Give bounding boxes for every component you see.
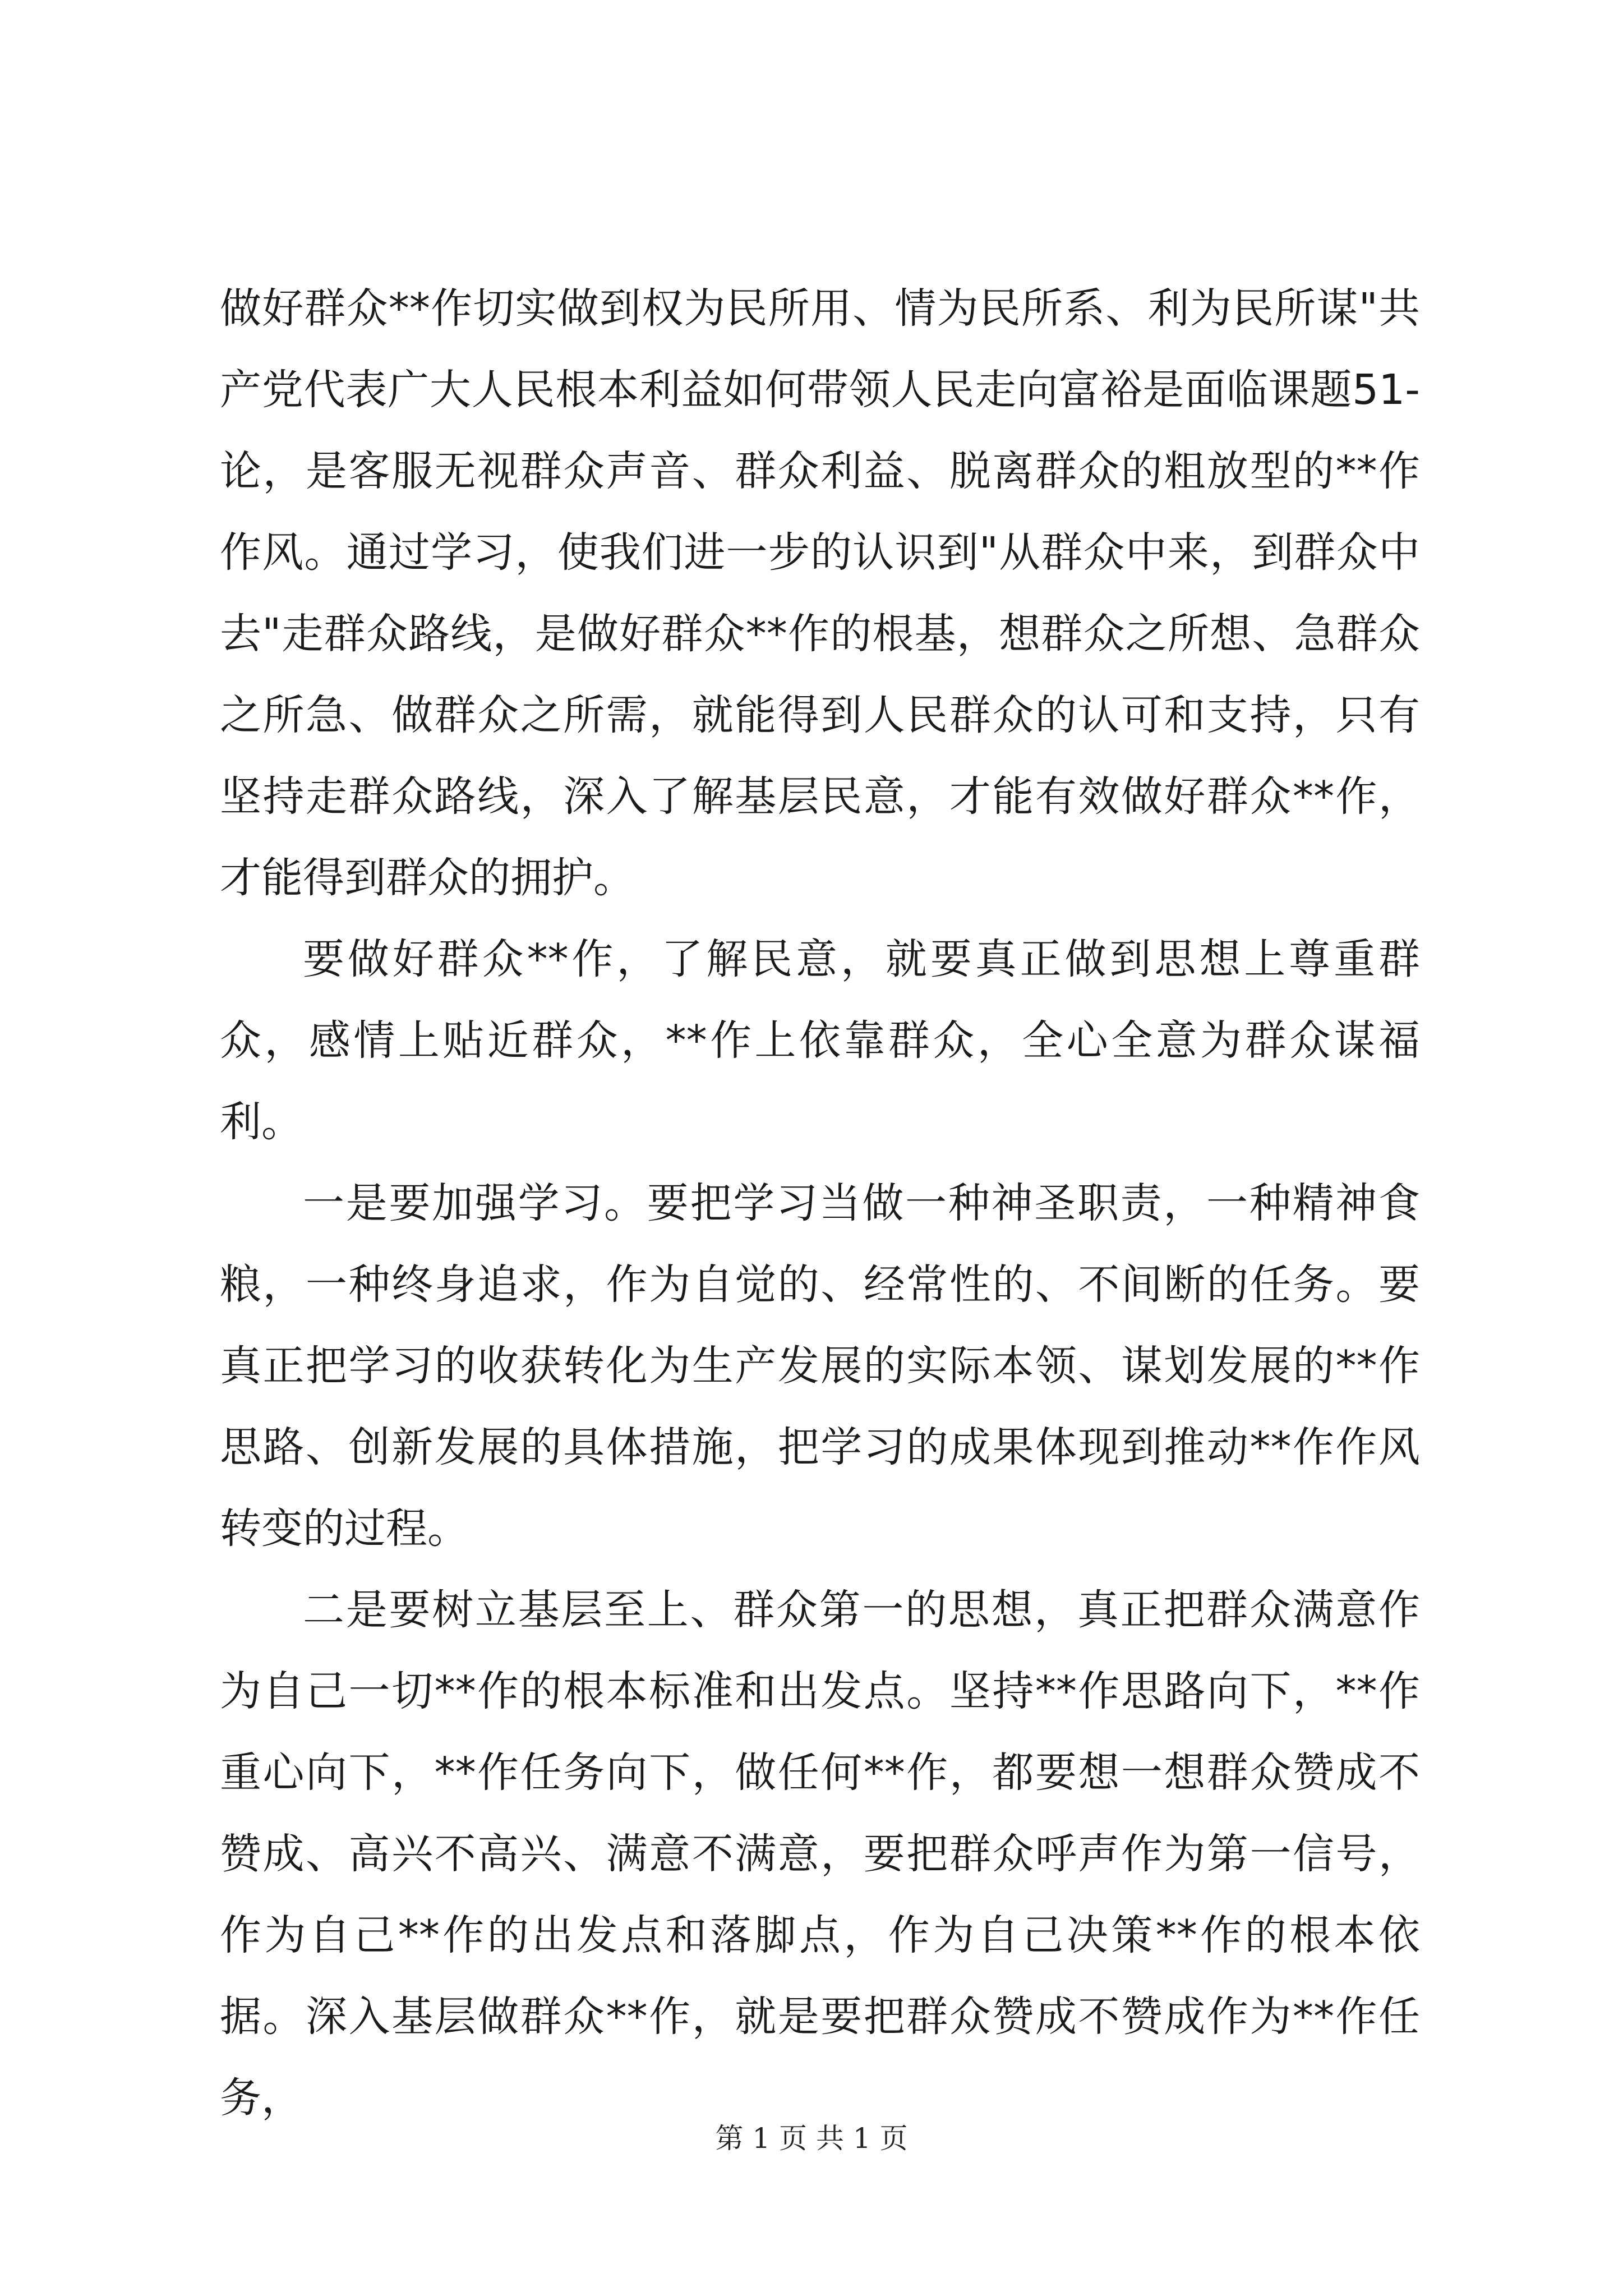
paragraph-2: 要做好群众**作，了解民意，就要真正做到思想上尊重群众，感情上贴近群众，**作上依靠群众，全心全意为群众谋福利。: [220, 935, 1420, 1146]
document-body: [220, 268, 1420, 2139]
page-footer: 第 1 页 共 1 页: [715, 2122, 908, 2155]
paragraph-3: 一是要加强学习。要把学习当做一种神圣职责，一种精神食粮，一种终身追求，作为自觉的、经常性的、不间断的任务。要真正把学习的收获转化为生产发展的实际本领、谋划发展的**作思路、创新发展的具体措施，把学习的成果体现到推动**作作风转变的过程。: [220, 1179, 1420, 1553]
paragraph-1: 做好群众**作切实做到权为民所用、情为民所系、利为民所谋"共产党代表广大人民根本利益如何带领人民走向富裕是面临课题51-论，是客服无视群众声音、群众利益、脱离群众的粗放型的**作作风。通过学习，使我们进一步的认识到"从群众中来，到群众中去"走群众路线，是做好群众**作的根基，想群众之所想、急群众之所急、做群众之所需，就能得到人民群众的认可和支持，只有坚持走群众路线，深入了解基层民意，才能有效做好群众**作，才能得到群众的拥护。: [220, 284, 1420, 902]
paragraph-4: 二是要树立基层至上、群众第一的思想，真正把群众满意作为自己一切**作的根本标准和出发点。坚持**作思路向下，**作重心向下，**作任务向下，做任何**作，都要想一想群众赞成不赞成、高兴不高兴、满意不满意，要把群众呼声作为第一信号，作为自己**作的出发点和落脚点，作为自己决策**作的根本依据。深入基层做群众**作，就是要把群众赞成不赞成作为**作任务，: [220, 1586, 1420, 2122]
